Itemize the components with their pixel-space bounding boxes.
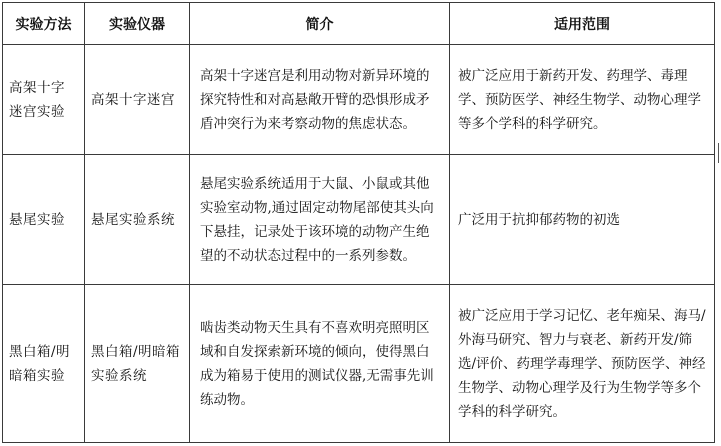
header-intro: 简介 [190,3,450,45]
cell-instrument: 黑白箱/明暗箱实验系统 [85,285,190,443]
cell-intro: 啮齿类动物天生具有不喜欢明亮照明区域和自发探索新环境的倾向，使得黑白成为箱易于使用的测试仪器,无需事先训练动物。 [190,285,450,443]
header-scope: 适用范围 [450,3,715,45]
cell-scope: 被广泛应用于学习记忆、老年痴呆、海马/外海马研究、智力与衰老、新药开发/筛选/评价、药理学毒理学、预防医学、神经生物学、动物心理学及行为生物学等多个学科的科学研究。 [450,285,715,443]
cell-scope: 广泛用于抗抑郁药物的初选 [450,155,715,285]
table-row [3,45,715,155]
header-instrument: 实验仪器 [85,3,190,45]
header-method: 实验方法 [3,3,85,45]
table-row [3,285,715,443]
table-row [3,155,715,285]
cell-method: 悬尾实验 [3,155,85,285]
header-row [3,3,715,45]
cell-intro: 高架十字迷宫是利用动物对新异环境的探究特性和对高悬敞开臂的恐惧形成矛盾冲突行为来考察动物的焦虑状态。 [190,45,450,155]
experiment-table [2,2,715,443]
cell-scope: 被广泛应用于新药开发、药理学、毒理学、预防医学、神经生物学、动物心理学等多个学科的科学研究。 [450,45,715,155]
cell-intro: 悬尾实验系统适用于大鼠、小鼠或其他实验室动物,通过固定动物尾部使其头向下悬挂，记录处于该环境的动物产生绝望的不动状态过程中的一系列参数。 [190,155,450,285]
cell-method: 黑白箱/明暗箱实验 [3,285,85,443]
cell-instrument: 高架十字迷宫 [85,45,190,155]
edge-marker [718,143,719,163]
cell-method: 高架十字迷宫实验 [3,45,85,155]
cell-instrument: 悬尾实验系统 [85,155,190,285]
